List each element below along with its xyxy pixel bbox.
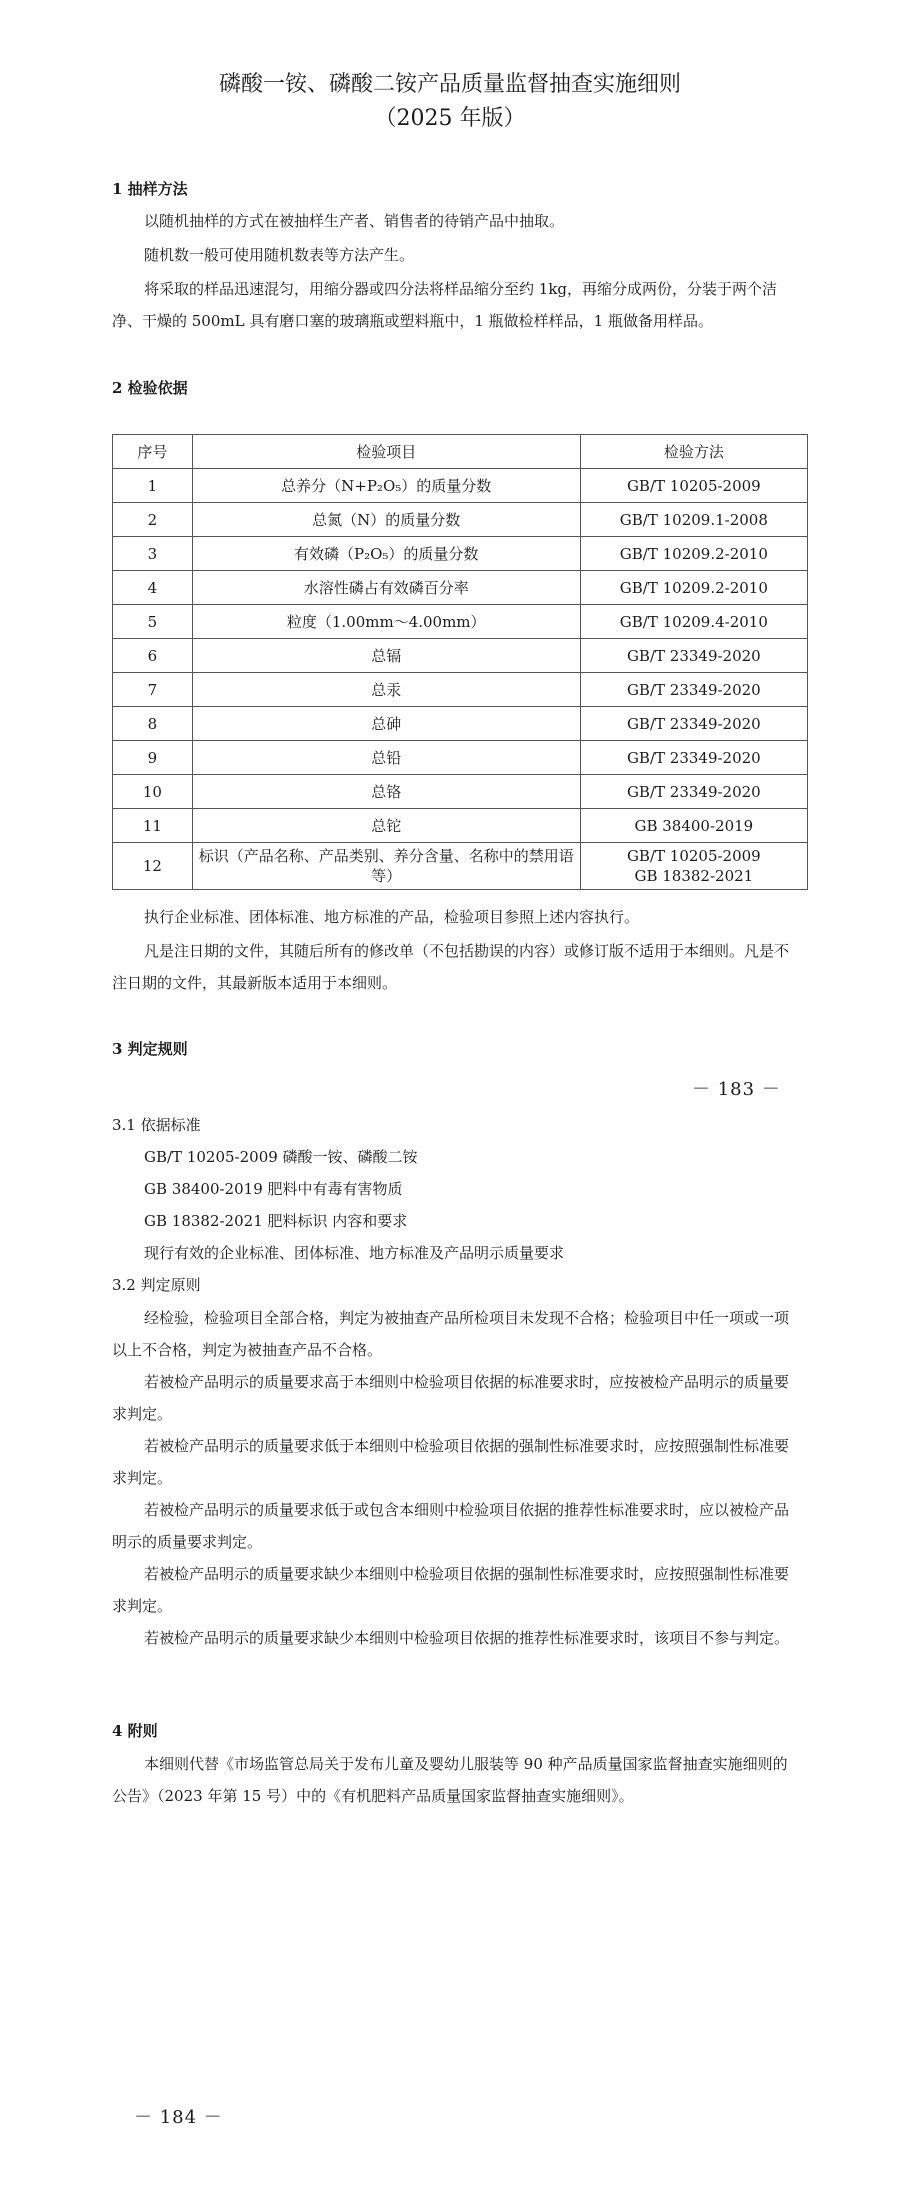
judgment-para-1: 经检验，检验项目全部合格，判定为被抽查产品所检项目未发现不合格；检验项目中任一项或一项以上不合格，判定为被抽查产品不合格。	[112, 1309, 790, 1359]
header-method: 检验方法	[580, 435, 807, 469]
cell-no: 9	[113, 741, 193, 775]
cell-method: GB/T 23349-2020	[580, 741, 807, 775]
table-row	[113, 775, 808, 809]
judgment-para-5: 若被检产品明示的质量要求缺少本细则中检验项目依据的强制性标准要求时，应按照强制性标准要求判定。	[112, 1565, 790, 1615]
cell-item: 总汞	[192, 673, 580, 707]
cell-item: 总镉	[192, 639, 580, 673]
cell-method-line-1: GB/T 10205-2009	[626, 847, 761, 865]
cell-no: 5	[113, 605, 193, 639]
cell-method: GB/T 23349-2020	[580, 673, 807, 707]
cell-item: 总砷	[192, 707, 580, 741]
cell-no: 4	[113, 571, 193, 605]
cell-method: GB/T 10209.2-2010	[580, 571, 807, 605]
judgment-para-3: 若被检产品明示的质量要求低于本细则中检验项目依据的强制性标准要求时，应按照强制性标准要求判定。	[112, 1437, 790, 1487]
section-3-2-heading: 3.2 判定原则	[112, 1276, 201, 1294]
inspection-table	[112, 434, 808, 890]
section-4-para-1: 本细则代替《市场监管总局关于发布儿童及婴幼儿服装等 90 种产品质量国家监督抽查实施细则的公告》（2023 年第 15 号）中的《有机肥料产品质量国家监督抽查实施细则》。	[112, 1755, 788, 1805]
standard-item: 现行有效的企业标准、团体标准、地方标准及产品明示质量要求	[144, 1244, 565, 1262]
judgment-para-6: 若被检产品明示的质量要求缺少本细则中检验项目依据的推荐性标准要求时，该项目不参与判定。	[144, 1629, 790, 1647]
table-header-row	[113, 435, 808, 469]
cell-no: 1	[113, 469, 193, 503]
table-row	[113, 503, 808, 537]
cell-no: 12	[113, 843, 193, 890]
judgment-para-2: 若被检产品明示的质量要求高于本细则中检验项目依据的标准要求时，应按被检产品明示的质量要求判定。	[112, 1373, 790, 1423]
cell-no: 6	[113, 639, 193, 673]
table-row	[113, 843, 808, 890]
section-1-heading: 1 抽样方法	[112, 180, 188, 198]
document-edition: （2025 年版）	[374, 106, 526, 131]
table-row	[113, 809, 808, 843]
table-row	[113, 707, 808, 741]
page-number-183: － 183 －	[692, 1079, 781, 1100]
cell-item: 总铅	[192, 741, 580, 775]
cell-item: 总铬	[192, 775, 580, 809]
cell-no: 2	[113, 503, 193, 537]
table-row	[113, 571, 808, 605]
section-3-heading: 3 判定规则	[112, 1040, 188, 1058]
table-row	[113, 537, 808, 571]
table-row	[113, 673, 808, 707]
header-item: 检验项目	[192, 435, 580, 469]
section-4-heading: 4 附则	[112, 1722, 158, 1740]
cell-item: 有效磷（P₂O₅）的质量分数	[192, 537, 580, 571]
cell-method: GB/T 10209.1-2008	[580, 503, 807, 537]
cell-no: 3	[113, 537, 193, 571]
cell-method	[580, 843, 807, 890]
document-title: 磷酸一铵、磷酸二铵产品质量监督抽查实施细则	[218, 72, 681, 97]
cell-item: 总氮（N）的质量分数	[192, 503, 580, 537]
section-2-note-2: 凡是注日期的文件，其随后所有的修改单（不包括勘误的内容）或修订版不适用于本细则。凡是不注日期的文件，其最新版本适用于本细则。	[112, 942, 790, 992]
standard-item: GB/T 10205-2009 磷酸一铵、磷酸二铵	[144, 1148, 418, 1166]
cell-no: 10	[113, 775, 193, 809]
cell-method: GB/T 10205-2009	[580, 469, 807, 503]
cell-method: GB/T 10209.2-2010	[580, 537, 807, 571]
cell-no: 7	[113, 673, 193, 707]
cell-method: GB/T 23349-2020	[580, 707, 807, 741]
cell-item: 标识（产品名称、产品类别、养分含量、名称中的禁用语等）	[192, 843, 580, 890]
standard-item: GB 18382-2021 肥料标识 内容和要求	[144, 1212, 408, 1230]
page-number-184: － 184 －	[134, 2107, 223, 2128]
table-row	[113, 469, 808, 503]
cell-item: 总铊	[192, 809, 580, 843]
section-1-para-2: 随机数一般可使用随机数表等方法产生。	[144, 246, 415, 264]
cell-method: GB/T 10209.4-2010	[580, 605, 807, 639]
cell-no: 8	[113, 707, 193, 741]
table-row	[113, 639, 808, 673]
cell-item: 粒度（1.00mm～4.00mm）	[192, 605, 580, 639]
cell-method: GB/T 23349-2020	[580, 775, 807, 809]
section-2-note-1: 执行企业标准、团体标准、地方标准的产品，检验项目参照上述内容执行。	[144, 908, 640, 926]
judgment-para-4: 若被检产品明示的质量要求低于或包含本细则中检验项目依据的推荐性标准要求时，应以被检产品明示的质量要求判定。	[112, 1501, 790, 1551]
cell-method: GB/T 23349-2020	[580, 639, 807, 673]
cell-item: 总养分（N+P₂O₅）的质量分数	[192, 469, 580, 503]
header-no: 序号	[113, 435, 193, 469]
table-row	[113, 741, 808, 775]
section-3-1-heading: 3.1 依据标准	[112, 1116, 201, 1134]
section-1-para-3: 将采取的样品迅速混匀，用缩分器或四分法将样品缩分至约 1kg，再缩分成两份，分装于两个洁净、干燥的 500mL 具有磨口塞的玻璃瓶或塑料瓶中，1 瓶做检样样品，1 瓶做备用样品。	[112, 280, 778, 330]
cell-no: 11	[113, 809, 193, 843]
table-row	[113, 605, 808, 639]
section-2-heading: 2 检验依据	[112, 379, 188, 397]
cell-method-line-2: GB 18382-2021	[634, 867, 754, 885]
cell-method: GB 38400-2019	[580, 809, 807, 843]
standard-item: GB 38400-2019 肥料中有毒有害物质	[144, 1180, 403, 1198]
cell-item: 水溶性磷占有效磷百分率	[192, 571, 580, 605]
section-1-para-1: 以随机抽样的方式在被抽样生产者、销售者的待销产品中抽取。	[144, 212, 565, 230]
